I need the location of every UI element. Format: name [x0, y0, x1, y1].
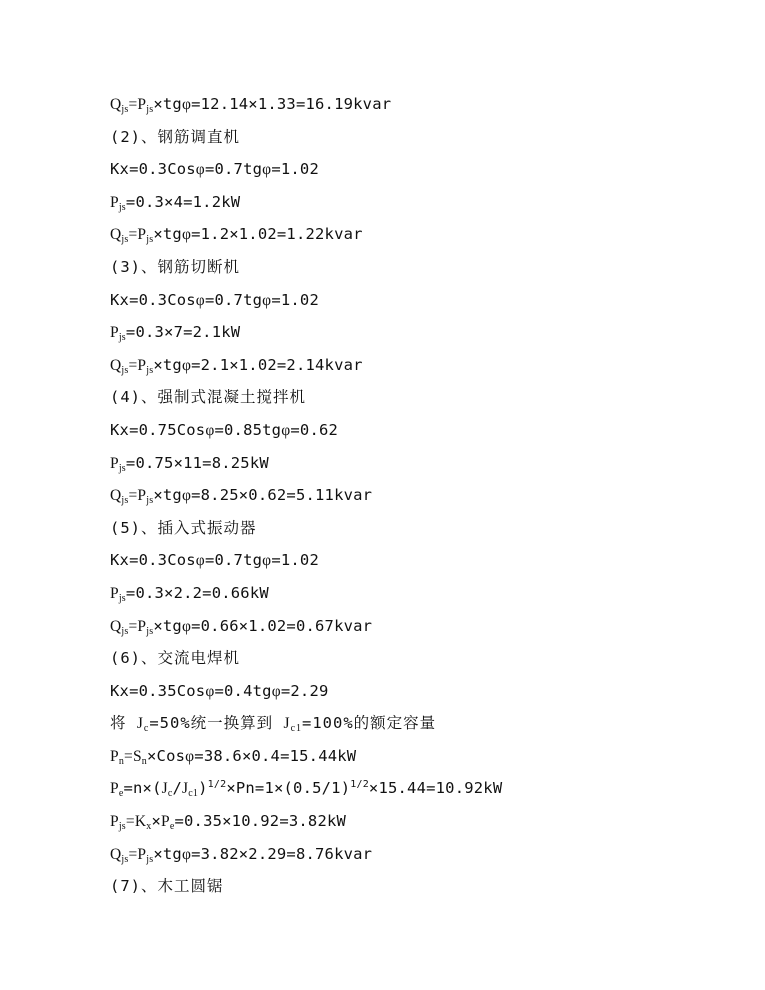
kx-line-4: Kx=0.75Cosφ=0.85tgφ=0.62 — [110, 420, 339, 439]
section-heading-7: (7)、木工圆锯 — [110, 877, 224, 896]
pe-calc-line: $P_e=n\times(J_c/J_{c1})^{1/2}\times Pn=1\times(0.5/1)^{1/2}\times 15.44=10.92kW$ — [110, 779, 503, 800]
section-heading-4: (4)、强制式混凝土搅拌机 — [110, 388, 306, 407]
section-heading-2: (2)、钢筋调直机 — [110, 127, 240, 146]
section-heading-5: (5)、插入式振动器 — [110, 518, 257, 537]
q-calc-line-2: $Q_{js}=P_{js}\times tg\varphi=1.2\times 1.02=1.22kvar$ — [110, 225, 363, 246]
kx-line-5: Kx=0.3Cosφ=0.7tgφ=1.02 — [110, 551, 319, 570]
p-calc-line-2: $P_{js}=0.3\times 4=1.2kW$ — [110, 192, 241, 213]
pn-calc-line: $P_n=S_n\times Cos\varphi=38.6\times 0.4=15.44kW$ — [110, 746, 357, 767]
q-calc-line-5: $Q_{js}=P_{js}\times tg\varphi=0.66\times 1.02=0.67kvar$ — [110, 616, 373, 637]
conversion-note: 将 $J_c=50\%$统一换算到 $J_{c1}=100\%$的额定容量 — [110, 714, 437, 735]
p-calc-line-3: $P_{js}=0.3\times 7=2.1kW$ — [110, 323, 241, 344]
section-heading-3: (3)、钢筋切断机 — [110, 257, 240, 276]
kx-line-3: Kx=0.3Cosφ=0.7tgφ=1.02 — [110, 290, 319, 309]
p-calc-line-6: $P_{js}=K_x\times P_e=0.35\times 10.92=3.82kW$ — [110, 812, 347, 833]
q-calc-line-3: $Q_{js}=P_{js}\times tg\varphi=2.1\times 1.02=2.14kvar$ — [110, 355, 363, 376]
section-heading-6: (6)、交流电焊机 — [110, 649, 240, 668]
q-calc-line-4: $Q_{js}=P_{js}\times tg\varphi=8.25\times 0.62=5.11kvar$ — [110, 486, 373, 507]
q-calc-line-1: $Q_{js}=P_{js}\times tg\varphi=12.14\times 1.33=16.19kvar$ — [110, 95, 392, 115]
kx-line-2: Kx=0.3Cosφ=0.7tgφ=1.02 — [110, 160, 319, 179]
calculation-lines — [110, 88, 730, 903]
kx-line-6: Kx=0.35Cosφ=0.4tgφ=2.29 — [110, 681, 329, 700]
p-calc-line-4: $P_{js}=0.75\times 11=8.25kW$ — [110, 453, 269, 474]
q-calc-line-6: $Q_{js}=P_{js}\times tg\varphi=3.82\times 2.29=8.76kvar$ — [110, 844, 373, 865]
p-calc-line-5: $P_{js}=0.3\times 2.2=0.66kW$ — [110, 583, 269, 604]
